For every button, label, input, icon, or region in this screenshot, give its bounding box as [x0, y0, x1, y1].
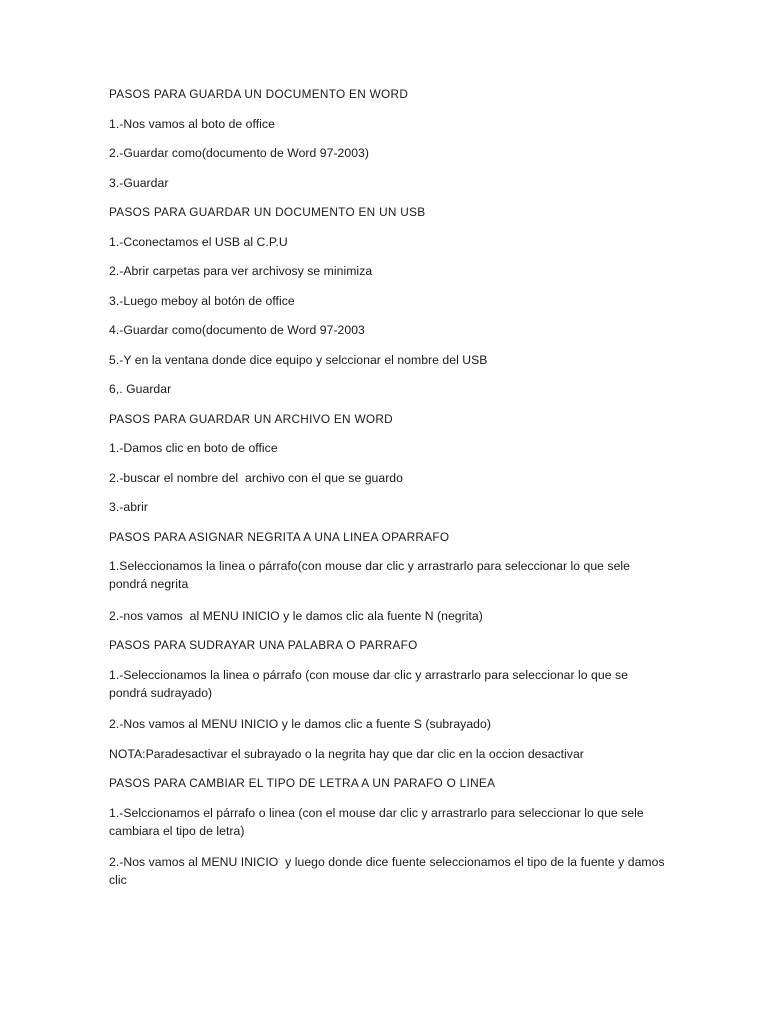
step-usb-6: 6,. Guardar — [109, 382, 172, 396]
step-usb-4: 4.-Guardar como(documento de Word 97-2003 — [109, 323, 365, 337]
step-open-2: 2.-buscar el nombre del archivo con el que se guardo — [109, 470, 403, 485]
heading-save-usb: PASOS PARA GUARDAR UN DOCUMENTO EN UN USB — [109, 205, 426, 219]
heading-bold: PASOS PARA ASIGNAR NEGRITA A UNA LINEA OPARRAFO — [109, 529, 450, 544]
step-bold-2: 2.-nos vamos al MENU INICIO y le damos clic ala fuente N (negrita) — [109, 608, 483, 623]
step-usb-5: 5.-Y en la ventana donde dice equipo y selccionar el nombre del USB — [109, 352, 488, 367]
step-usb-2: 2.-Abrir carpetas para ver archivosy se minimiza — [109, 264, 373, 278]
step-usb-1: 1.-Cconectamos el USB al C.P.U — [109, 234, 288, 249]
heading-underline: PASOS PARA SUDRAYAR UNA PALABRA O PARRAFO — [109, 638, 418, 652]
step-save-1: 1.-Nos vamos al boto de office — [109, 116, 275, 131]
step-save-3: 3.-Guardar — [109, 175, 169, 190]
step-open-1: 1.-Damos clic en boto de office — [109, 441, 278, 455]
step-font-1: 1.-Selccionamos el párrafo o linea (con el mouse dar clic y arrastrarlo para seleccionar lo que sele cambiara el tipo de letra) — [109, 805, 648, 838]
step-underline-2: 2.-Nos vamos al MENU INICIO y le damos clic a fuente S (subrayado) — [109, 717, 491, 731]
heading-font-change: PASOS PARA CAMBIAR EL TIPO DE LETRA A UN PARAFO O LINEA — [109, 776, 496, 790]
step-open-3: 3.-abrir — [109, 500, 149, 514]
step-bold-1: 1.Seleccionamos la linea o párrafo(con mouse dar clic y arrastrarlo para seleccionar lo que sele pondrá negrita — [109, 559, 634, 591]
heading-open-file: PASOS PARA GUARDAR UN ARCHIVO EN WORD — [109, 411, 393, 426]
step-usb-3: 3.-Luego meboy al botón de office — [109, 293, 295, 308]
step-underline-1: 1.-Seleccionamos la linea o párrafo (con mouse dar clic y arrastrarlo para seleccionar lo que se pondrá sudrayado) — [109, 667, 632, 700]
heading-save-document: PASOS PARA GUARDA UN DOCUMENTO EN WORD — [109, 87, 409, 101]
note-deactivate: NOTA:Paradesactivar el subrayado o la negrita hay que dar clic en la occion desactivar — [109, 746, 584, 761]
step-font-2: 2.-Nos vamos al MENU INICIO y luego donde dice fuente seleccionamos el tipo de la fuente y damos clic — [109, 855, 669, 887]
step-save-2: 2.-Guardar como(documento de Word 97-2003) — [109, 146, 369, 160]
